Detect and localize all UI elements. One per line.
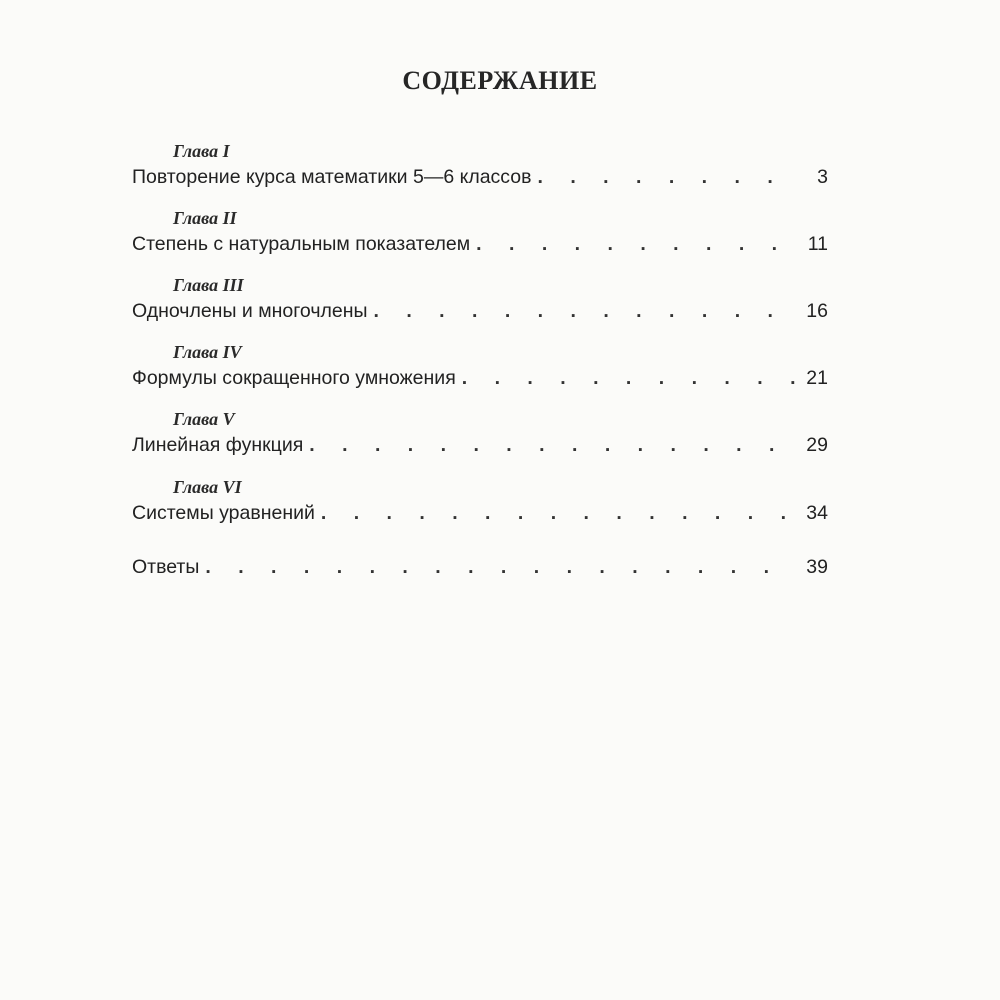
toc-entry: [132, 341, 828, 393]
dot-leader: [205, 552, 796, 582]
toc-entry-title: Ответы: [132, 556, 200, 578]
toc-entry-title: Линейная функция: [132, 434, 304, 456]
chapter-label: Глава VI: [173, 477, 242, 497]
dot-leader: [374, 296, 797, 326]
dot-leader: [321, 498, 796, 528]
toc-entry: [132, 552, 828, 582]
toc-row: [132, 363, 828, 393]
dot-leader: [462, 363, 796, 393]
toc-entry: [132, 408, 828, 460]
page-number: 29: [806, 434, 828, 456]
dot-leader: [476, 229, 796, 259]
toc-row: [132, 296, 828, 326]
chapter-label: Глава I: [173, 141, 230, 161]
toc-row: [132, 498, 828, 528]
chapter-label: Глава V: [173, 409, 235, 429]
toc-entry-title: Повторение курса математики 5—6 классов: [132, 166, 532, 188]
toc-entry: [132, 207, 828, 259]
toc-entry-title: Формулы сокращенного умножения: [132, 367, 456, 389]
toc-row: [132, 162, 828, 192]
dot-leader: [309, 430, 796, 460]
page-number: 3: [817, 166, 828, 188]
page-number: 21: [806, 367, 828, 389]
page-number: 11: [807, 233, 828, 255]
toc-entry: [132, 140, 828, 192]
page-number: 34: [806, 502, 828, 524]
dot-leader: [537, 162, 796, 192]
toc-entry-title: Системы уравнений: [132, 502, 315, 524]
chapter-label: Глава IV: [173, 342, 242, 362]
toc-row: [132, 229, 828, 259]
page-number: 39: [806, 556, 828, 578]
page-title: СОДЕРЖАНИЕ: [402, 66, 598, 95]
chapter-label: Глава II: [173, 208, 237, 228]
toc-entry: [132, 274, 828, 326]
toc-entry-title: Степень с натуральным показателем: [132, 233, 471, 255]
toc-entry-title: Одночлены и многочлены: [132, 300, 368, 322]
toc-row: [132, 552, 828, 582]
toc-row: [132, 430, 828, 460]
toc-entry: [132, 476, 828, 528]
page-number: 16: [806, 300, 828, 322]
chapter-label: Глава III: [173, 275, 244, 295]
